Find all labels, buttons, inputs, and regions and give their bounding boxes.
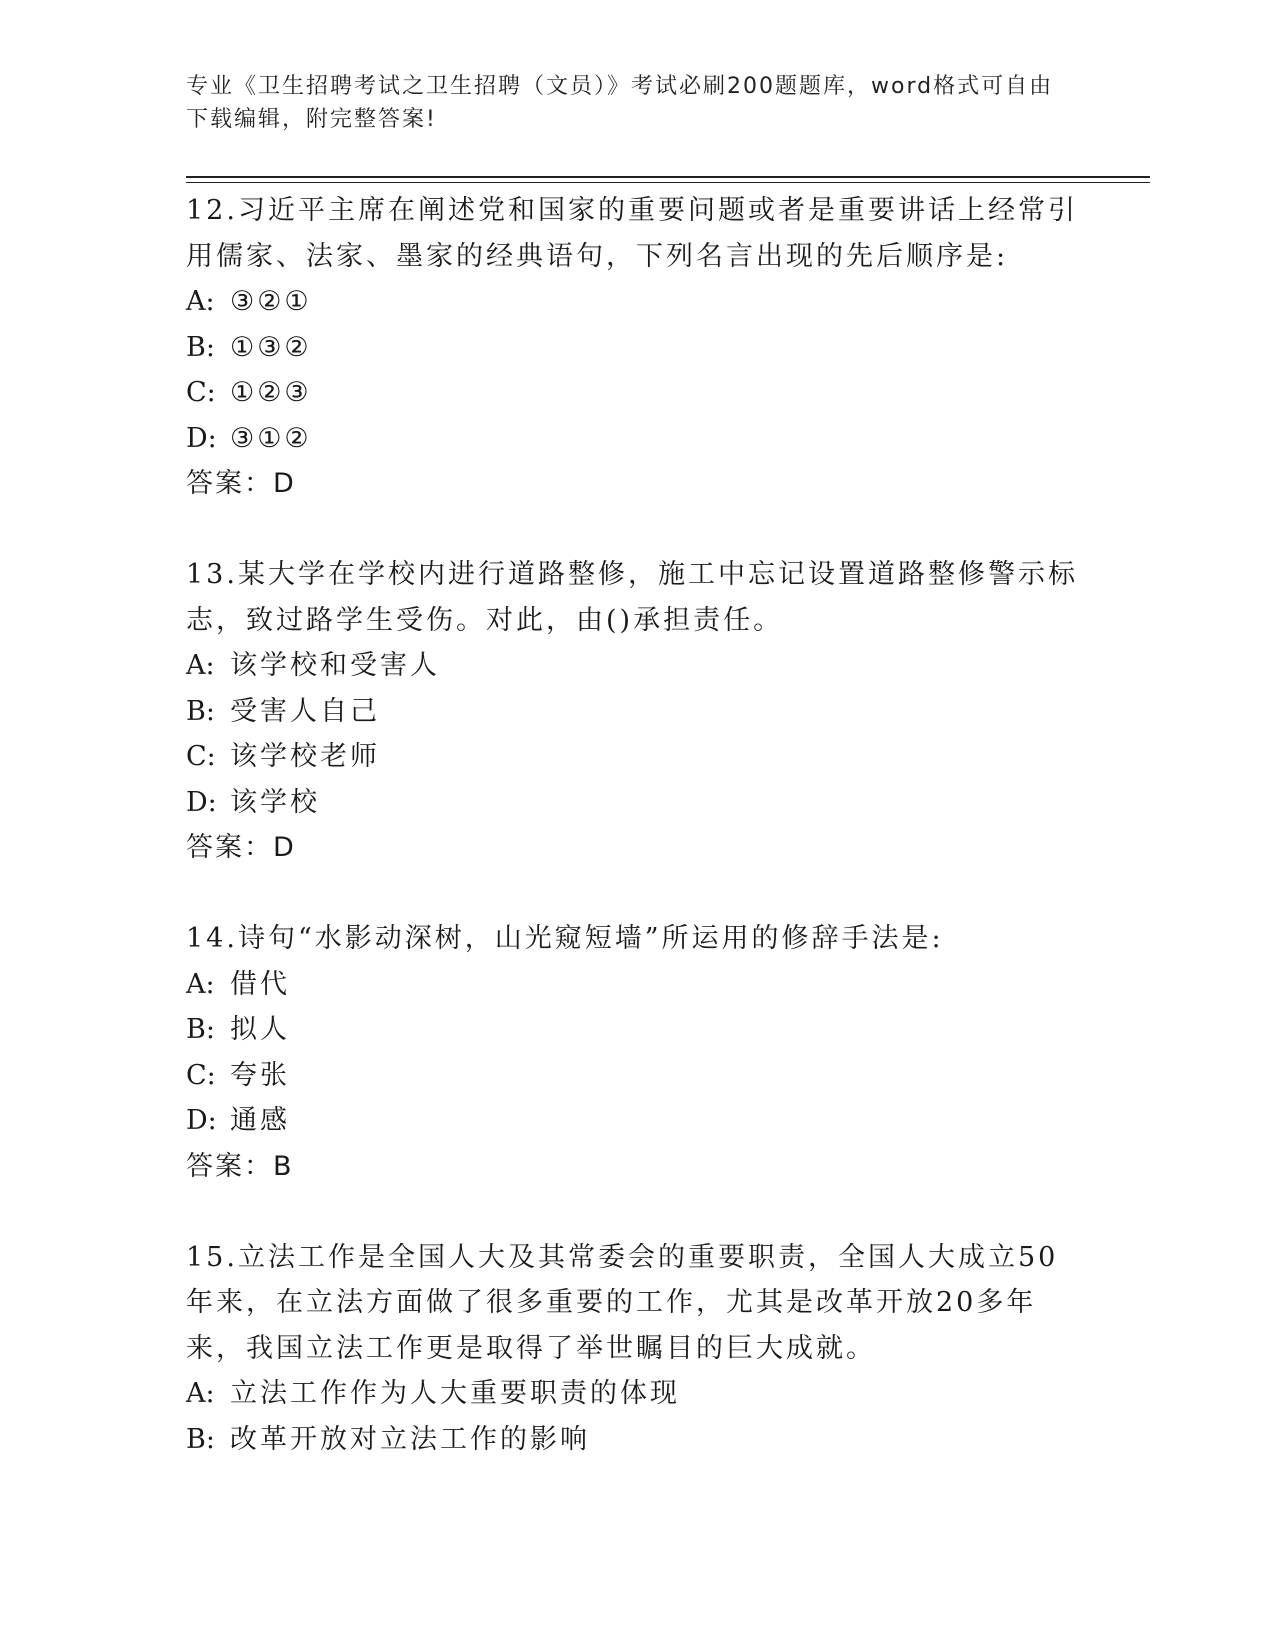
option-c: [186, 370, 1086, 416]
option-label: B:: [186, 1014, 215, 1045]
question-13: [186, 552, 1086, 871]
option-label: D:: [186, 1105, 217, 1136]
option-label: D:: [186, 786, 217, 818]
option-text: 该学校和受害人: [230, 650, 440, 681]
option-label: C:: [186, 377, 216, 408]
option-d: [186, 1098, 1086, 1144]
question-12: [186, 188, 1086, 507]
spacer: [186, 871, 1086, 917]
option-text: ①②③: [230, 377, 312, 408]
option-text: ①③②: [230, 331, 312, 363]
option-text: 受害人自己: [230, 695, 380, 727]
header-rule-thin: [186, 182, 1150, 183]
answer: 答案：B: [186, 1150, 294, 1182]
document-body: [186, 188, 1086, 1462]
option-text: 该学校老师: [230, 741, 380, 772]
option-text: 立法工作作为人大重要职责的体现: [230, 1378, 680, 1409]
option-text: ③①②: [230, 422, 312, 454]
option-text: 拟人: [230, 1014, 290, 1045]
spacer: [186, 1189, 1086, 1235]
option-label: C:: [186, 1059, 216, 1091]
answer: 答案：D: [186, 468, 296, 499]
option-a: [186, 962, 1086, 1008]
question-text: 12.习近平主席在阐述党和国家的重要问题或者是重要讲话上经常引用儒家、法家、墨家的经典语句，下列名言出现的先后顺序是:: [186, 195, 1078, 272]
question-15: [186, 1235, 1086, 1463]
option-a: [186, 643, 1086, 689]
option-label: A:: [186, 650, 215, 681]
answer: 答案：D: [186, 832, 296, 863]
question-text: 14.诗句“水影动深树，山光窥短墙”所运用的修辞手法是:: [186, 923, 944, 954]
option-b: [186, 325, 1086, 371]
option-d: [186, 416, 1086, 462]
option-text: 通感: [230, 1105, 290, 1136]
question-text: 15.立法工作是全国人大及其常委会的重要职责，全国人大成立50年来，在立法方面做了很多重要的工作，尤其是改革开放20多年来，我国立法工作更是取得了举世瞩目的巨大成就。: [186, 1241, 1059, 1364]
option-text: 该学校: [230, 786, 320, 818]
option-a: [186, 279, 1086, 325]
option-text: ③②①: [230, 286, 312, 317]
option-label: B:: [186, 331, 215, 363]
option-text: 夸张: [230, 1059, 290, 1091]
spacer: [186, 507, 1086, 553]
option-text: 改革开放对立法工作的影响: [230, 1423, 590, 1455]
option-b: [186, 689, 1086, 735]
option-label: D:: [186, 422, 217, 454]
option-label: A:: [186, 286, 215, 317]
option-label: C:: [186, 741, 216, 772]
option-c: [186, 734, 1086, 780]
option-label: A:: [186, 1378, 215, 1409]
header-rule-thick: [186, 176, 1150, 178]
option-b: [186, 1417, 1086, 1463]
option-label: B:: [186, 1423, 215, 1455]
option-a: [186, 1371, 1086, 1417]
option-label: B:: [186, 695, 215, 727]
question-text: 13.某大学在学校内进行道路整修，施工中忘记设置道路整修警示标志，致过路学生受伤。对此，由()承担责任。: [186, 559, 1078, 636]
document-header: 专业《卫生招聘考试之卫生招聘（文员）》考试必刷200题题库，word格式可自由下载编辑，附完整答案!: [186, 74, 1054, 132]
option-b: [186, 1007, 1086, 1053]
option-d: [186, 780, 1086, 826]
option-text: 借代: [230, 968, 290, 1000]
option-label: A:: [186, 968, 215, 1000]
question-14: [186, 916, 1086, 1189]
option-c: [186, 1053, 1086, 1099]
